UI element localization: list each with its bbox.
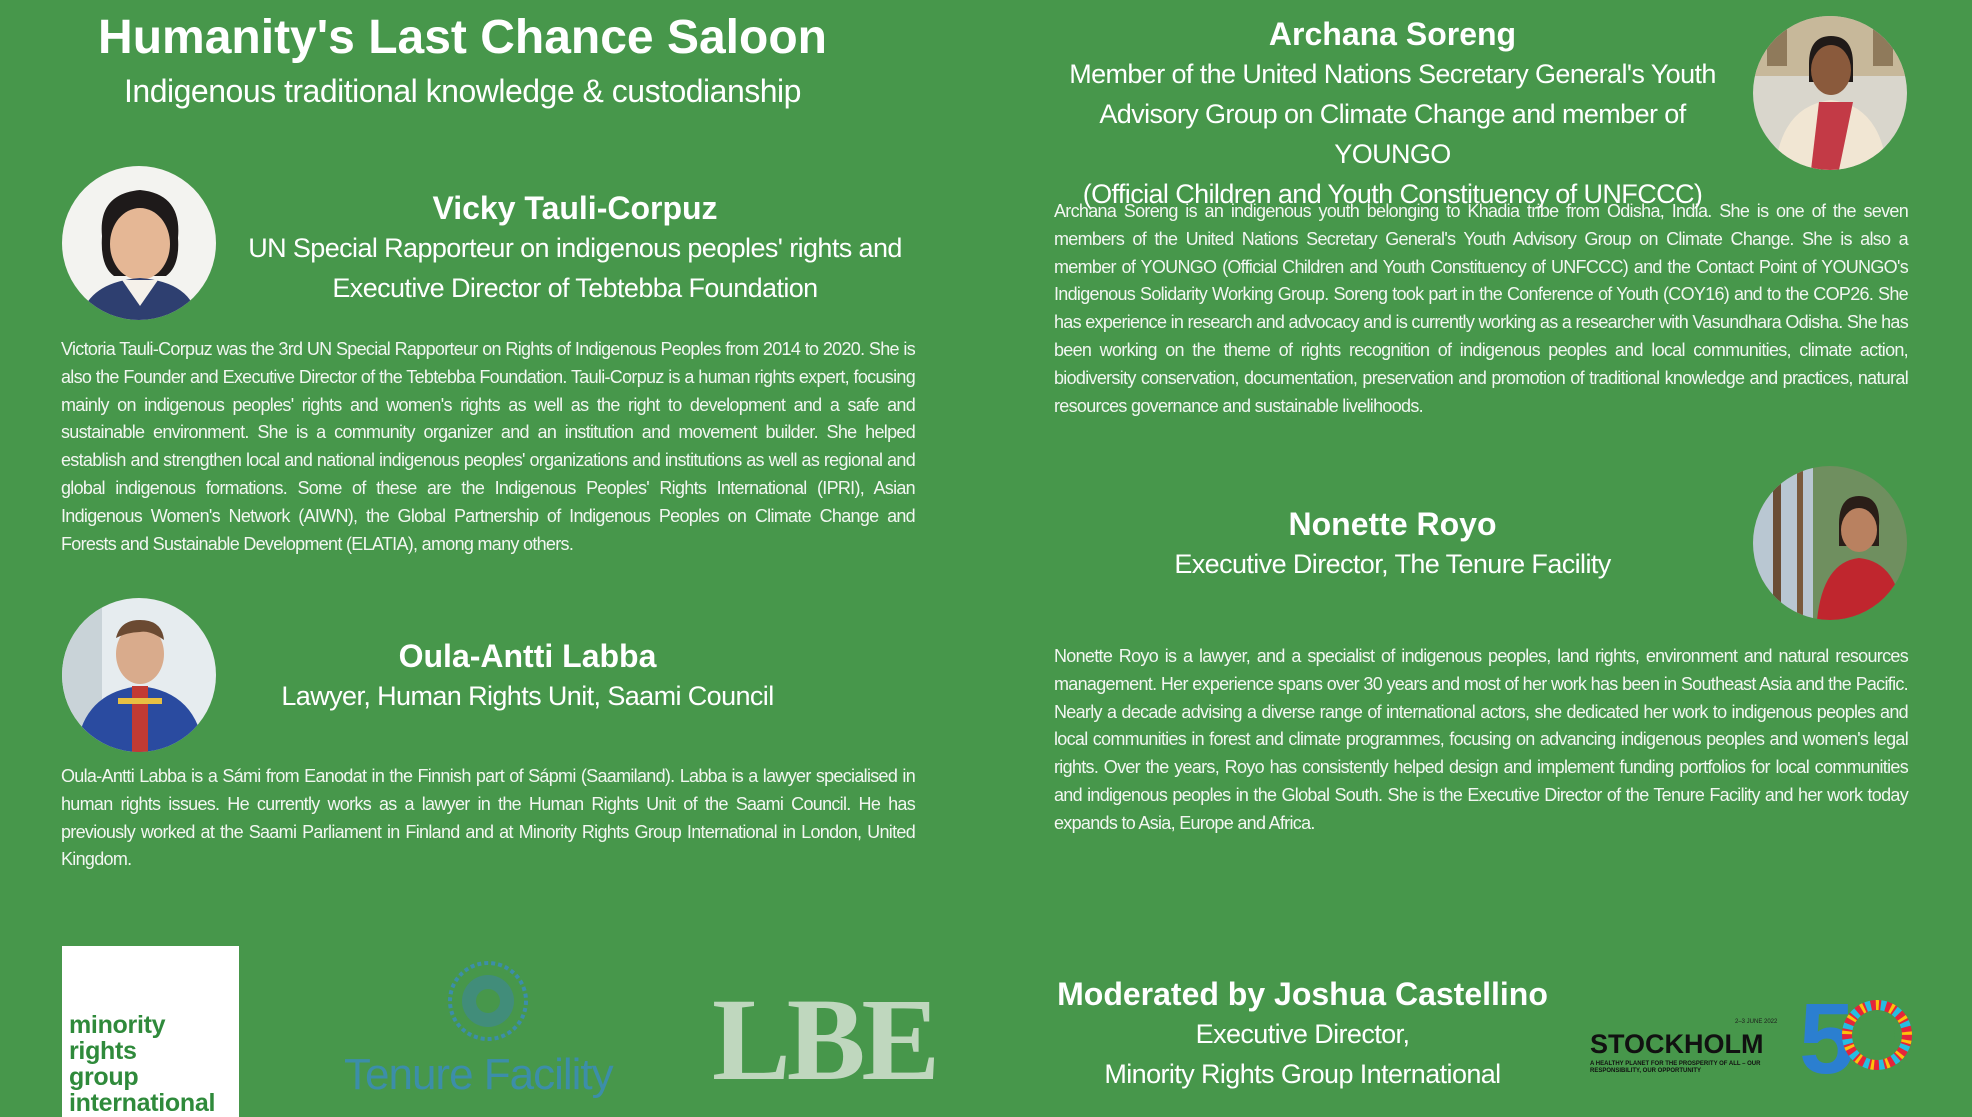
nonette-role: Executive Director, The Tenure Facility: [1174, 549, 1611, 579]
stockholm-dates: 2–3 JUNE 2022: [1735, 1019, 1778, 1025]
moderator-block: [1010, 974, 1595, 1094]
lbe-logo: LBE: [712, 974, 937, 1105]
event-title: Humanity's Last Chance Saloon: [98, 11, 827, 64]
nonette-bio: Nonette Royo is a lawyer, and a specialist of indigenous peoples, land rights, environment and natural resources management. Her experience spans over 30 years and most of her work has been in Southeast Asia and the Pacific. Nearly a decade advising a diverse range of international actors, she dedicated her work to indigenous peoples and local communities in forest and climate programmes, focusing on advancing indigenous peoples and women's legal rights. Over the years, Royo has consistently helped design and implement funding portfolios for local communities and indigenous peoples in the Global South. She is the Executive Director of the Tenure Facility and her work today expands to Asia, Europe and Africa.: [1054, 646, 1908, 833]
oula-role: Lawyer, Human Rights Unit, Saami Council: [281, 681, 774, 711]
vicky-photo: [62, 166, 216, 320]
vicky-header: [240, 188, 910, 308]
moderator-name: Moderated by Joshua Castellino: [1057, 976, 1548, 1012]
mrg-logo-text: [69, 1012, 215, 1116]
vicky-name: Vicky Tauli-Corpuz: [432, 190, 718, 226]
nonette-header: [1040, 504, 1745, 584]
archana-bio: Archana Soreng is an indigenous youth belonging to Khadia tribe from Odisha, India. She is one of the seven members of the United Nations Secretary General's Youth Advisory Group on Climate Change. She is also a member of YOUNGO (Official Children and Youth Constituency of UNFCCC) and the Contact Point of YOUNGO's Indigenous Solidarity Working Group. Soreng took part in the Conference of Youth (COY16) and to the COP26. She has experience in research and advocacy and is currently working as a researcher with Vasundhara Odisha. She has been working on the theme of rights recognition of indigenous peoples and local communities, climate action, biodiversity conservation, documentation, preservation and promotion of traditional knowledge and practices, natural resources governance and sustainable livelihoods.: [1054, 201, 1908, 416]
vicky-role-line1: UN Special Rapporteur on indigenous peoples' rights and: [248, 233, 902, 263]
event-header: [40, 10, 885, 110]
oula-bio: Oula-Antti Labba is a Sámi from Eanodat in the Finnish part of Sápmi (Saamiland). Labba is a lawyer specialised in human rights issues. He currently works as a lawyer in the Human Rights Unit of the Saami Council. He has previously worked at the Saami Parliament in Finland and at Minority Rights Group International in London, United Kingdom.: [61, 766, 915, 870]
oula-name: Oula-Antti Labba: [398, 638, 657, 674]
vicky-bio: Victoria Tauli-Corpuz was the 3rd UN Special Rapporteur on Rights of Indigenous Peoples from 2014 to 2020. She is also the Founder and Executive Director of the Tebtebba Foundation. Tauli-Corpuz is a human rights expert, focusing mainly on indigenous peoples' rights and women's rights as well as the right to development and a safe and sustainable environment. She is a community organizer and an institution and movement builder. She helped establish and strengthen local and national indigenous peoples' organizations and institutions as well as regional and global indigenous formations. Some of these are the Indigenous Peoples' Rights International (IPRI), Asian Indigenous Women's Network (AIWN), the Global Partnership of Indigenous Peoples on Climate Change and Forests and Sustainable Development (ELATIA), among many others.: [61, 339, 915, 554]
mrg-word-1: minority: [69, 1011, 166, 1039]
mrg-word-3: group: [69, 1063, 139, 1091]
event-subtitle: Indigenous traditional knowledge & custodianship: [124, 73, 801, 109]
vicky-role-line2: Executive Director of Tebtebba Foundation: [332, 273, 818, 303]
tenure-facility-logo: [340, 958, 640, 1117]
nonette-name: Nonette Royo: [1288, 506, 1497, 542]
archana-name: Archana Soreng: [1268, 16, 1517, 52]
oula-header: [240, 636, 815, 716]
archana-role-line2: Advisory Group on Climate Change and member of YOUNGO: [1099, 99, 1686, 169]
archana-role-line3: (Official Children and Youth Constituency of UNFCCC): [1082, 179, 1703, 209]
oula-photo: [62, 598, 216, 752]
tenure-facility-text: Tenure Facility: [344, 1050, 613, 1099]
stockholm-tagline: A HEALTHY PLANET FOR THE PROSPERITY OF ALL – OUR RESPONSIBILITY, OUR OPPORTUNITY: [1590, 1061, 1761, 1074]
mrg-word-4: international: [69, 1089, 216, 1117]
archana-photo: [1753, 16, 1907, 170]
mrg-word-2: rights: [69, 1037, 137, 1065]
stockholm-50-logo: [1585, 985, 1915, 1085]
stockholm-50-emblem-icon: [1799, 985, 1914, 1085]
tenure-emblem-icon: [447, 960, 529, 1042]
moderator-role-line2: Minority Rights Group International: [1104, 1059, 1501, 1089]
archana-role-line1: Member of the United Nations Secretary General's Youth: [1069, 59, 1716, 89]
svg-text:5: 5: [1799, 985, 1855, 1085]
archana-header: [1040, 14, 1745, 214]
moderator-role-line1: Executive Director,: [1195, 1019, 1410, 1049]
nonette-photo: [1753, 466, 1907, 620]
stockholm-wordmark: STOCKHOLM: [1590, 1029, 1764, 1059]
mrg-logo: [62, 946, 239, 1117]
